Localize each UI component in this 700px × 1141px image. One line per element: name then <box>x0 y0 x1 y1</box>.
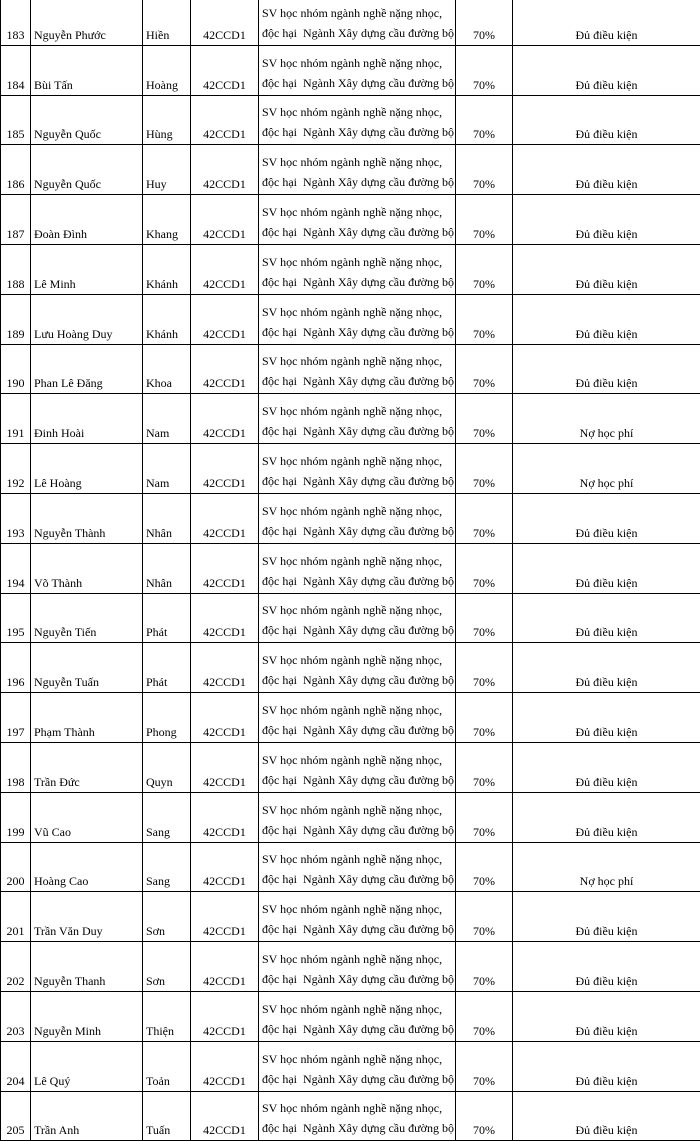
class-code-cell: 42CCD1 <box>191 991 259 1041</box>
description-line-2: độc hại Ngành Xây dựng cầu đường bộ <box>262 670 452 690</box>
description-cell <box>259 892 456 942</box>
percentage-cell: 70% <box>456 493 513 543</box>
status-cell: Đủ điều kiện <box>513 892 700 942</box>
description-cell <box>259 195 456 245</box>
last-middle-name-cell: Nguyễn Minh <box>31 991 143 1041</box>
class-code-cell: 42CCD1 <box>191 942 259 992</box>
class-code-cell: 42CCD1 <box>191 792 259 842</box>
row-number-cell: 205 <box>1 1091 31 1141</box>
percentage-cell: 70% <box>456 543 513 593</box>
description-cell <box>259 145 456 195</box>
description-line-1: SV học nhóm ngành nghề nặng nhọc, <box>262 401 452 421</box>
percentage-cell: 70% <box>456 95 513 145</box>
class-code-cell: 42CCD1 <box>191 394 259 444</box>
status-cell: Đủ điều kiện <box>513 942 700 992</box>
last-middle-name-cell: Phan Lê Đăng <box>31 344 143 394</box>
description-cell <box>259 244 456 294</box>
table-row <box>1 892 700 942</box>
first-name-cell: Khoa <box>143 344 191 394</box>
description-cell <box>259 1091 456 1141</box>
percentage-cell: 70% <box>456 1041 513 1091</box>
table-row <box>1 1041 700 1091</box>
description-line-1: SV học nhóm ngành nghề nặng nhọc, <box>262 351 452 371</box>
description-line-1: SV học nhóm ngành nghề nặng nhọc, <box>262 999 452 1019</box>
description-line-1: SV học nhóm ngành nghề nặng nhọc, <box>262 302 452 322</box>
class-code-cell: 42CCD1 <box>191 1041 259 1091</box>
row-number-cell: 189 <box>1 294 31 344</box>
row-number-cell: 201 <box>1 892 31 942</box>
description-cell <box>259 344 456 394</box>
first-name-cell: Thiện <box>143 991 191 1041</box>
description-line-1: SV học nhóm ngành nghề nặng nhọc, <box>262 3 452 23</box>
description-cell <box>259 792 456 842</box>
status-cell: Đủ điều kiện <box>513 45 700 95</box>
description-cell <box>259 45 456 95</box>
class-code-cell: 42CCD1 <box>191 693 259 743</box>
description-line-2: độc hại Ngành Xây dựng cầu đường bộ <box>262 919 452 939</box>
class-code-cell: 42CCD1 <box>191 842 259 892</box>
row-number-cell: 204 <box>1 1041 31 1091</box>
last-middle-name-cell: Nguyễn Thanh <box>31 942 143 992</box>
description-line-2: độc hại Ngành Xây dựng cầu đường bộ <box>262 23 452 43</box>
description-line-1: SV học nhóm ngành nghề nặng nhọc, <box>262 750 452 770</box>
first-name-cell: Huy <box>143 145 191 195</box>
first-name-cell: Sơn <box>143 942 191 992</box>
description-line-2: độc hại Ngành Xây dựng cầu đường bộ <box>262 322 452 342</box>
description-line-2: độc hại Ngành Xây dựng cầu đường bộ <box>262 73 452 93</box>
percentage-cell: 70% <box>456 892 513 942</box>
class-code-cell: 42CCD1 <box>191 95 259 145</box>
class-code-cell: 42CCD1 <box>191 294 259 344</box>
table-body <box>1 0 700 1141</box>
status-cell: Đủ điều kiện <box>513 1091 700 1141</box>
description-cell <box>259 444 456 494</box>
percentage-cell: 70% <box>456 444 513 494</box>
class-code-cell: 42CCD1 <box>191 543 259 593</box>
description-line-2: độc hại Ngành Xây dựng cầu đường bộ <box>262 172 452 192</box>
last-middle-name-cell: Lê Quý <box>31 1041 143 1091</box>
table-row <box>1 145 700 195</box>
row-number-cell: 197 <box>1 693 31 743</box>
row-number-cell: 192 <box>1 444 31 494</box>
last-middle-name-cell: Vũ Cao <box>31 792 143 842</box>
status-cell: Đủ điều kiện <box>513 0 700 45</box>
description-cell <box>259 95 456 145</box>
table-row <box>1 1091 700 1141</box>
first-name-cell: Phong <box>143 693 191 743</box>
description-cell <box>259 842 456 892</box>
description-line-1: SV học nhóm ngành nghề nặng nhọc, <box>262 800 452 820</box>
row-number-cell: 199 <box>1 792 31 842</box>
class-code-cell: 42CCD1 <box>191 593 259 643</box>
description-cell <box>259 693 456 743</box>
table-row <box>1 543 700 593</box>
first-name-cell: Phát <box>143 593 191 643</box>
class-code-cell: 42CCD1 <box>191 742 259 792</box>
description-line-2: độc hại Ngành Xây dựng cầu đường bộ <box>262 1019 452 1039</box>
description-line-1: SV học nhóm ngành nghề nặng nhọc, <box>262 600 452 620</box>
row-number-cell: 196 <box>1 643 31 693</box>
table-row <box>1 394 700 444</box>
row-number-cell: 194 <box>1 543 31 593</box>
description-line-1: SV học nhóm ngành nghề nặng nhọc, <box>262 1098 452 1118</box>
status-cell: Nợ học phí <box>513 394 700 444</box>
table-row <box>1 693 700 743</box>
first-name-cell: Hùng <box>143 95 191 145</box>
description-line-2: độc hại Ngành Xây dựng cầu đường bộ <box>262 471 452 491</box>
percentage-cell: 70% <box>456 0 513 45</box>
status-cell: Đủ điều kiện <box>513 493 700 543</box>
description-line-1: SV học nhóm ngành nghề nặng nhọc, <box>262 152 452 172</box>
description-line-1: SV học nhóm ngành nghề nặng nhọc, <box>262 899 452 919</box>
first-name-cell: Nhân <box>143 543 191 593</box>
description-line-1: SV học nhóm ngành nghề nặng nhọc, <box>262 1049 452 1069</box>
percentage-cell: 70% <box>456 1091 513 1141</box>
last-middle-name-cell: Lê Minh <box>31 244 143 294</box>
status-cell: Đủ điều kiện <box>513 145 700 195</box>
last-middle-name-cell: Bùi Tấn <box>31 45 143 95</box>
description-line-1: SV học nhóm ngành nghề nặng nhọc, <box>262 551 452 571</box>
description-cell <box>259 991 456 1041</box>
class-code-cell: 42CCD1 <box>191 0 259 45</box>
table-row <box>1 991 700 1041</box>
description-line-1: SV học nhóm ngành nghề nặng nhọc, <box>262 949 452 969</box>
percentage-cell: 70% <box>456 842 513 892</box>
last-middle-name-cell: Võ Thành <box>31 543 143 593</box>
first-name-cell: Sang <box>143 842 191 892</box>
status-cell: Đủ điều kiện <box>513 693 700 743</box>
description-line-1: SV học nhóm ngành nghề nặng nhọc, <box>262 849 452 869</box>
description-line-2: độc hại Ngành Xây dựng cầu đường bộ <box>262 421 452 441</box>
description-line-2: độc hại Ngành Xây dựng cầu đường bộ <box>262 969 452 989</box>
percentage-cell: 70% <box>456 45 513 95</box>
table-row <box>1 643 700 693</box>
status-cell: Đủ điều kiện <box>513 742 700 792</box>
class-code-cell: 42CCD1 <box>191 892 259 942</box>
last-middle-name-cell: Trần Anh <box>31 1091 143 1141</box>
row-number-cell: 193 <box>1 493 31 543</box>
last-middle-name-cell: Hoàng Cao <box>31 842 143 892</box>
table-row <box>1 45 700 95</box>
row-number-cell: 188 <box>1 244 31 294</box>
percentage-cell: 70% <box>456 344 513 394</box>
status-cell: Đủ điều kiện <box>513 1041 700 1091</box>
first-name-cell: Sang <box>143 792 191 842</box>
table-row <box>1 942 700 992</box>
description-line-2: độc hại Ngành Xây dựng cầu đường bộ <box>262 820 452 840</box>
table-row <box>1 344 700 394</box>
first-name-cell: Toản <box>143 1041 191 1091</box>
first-name-cell: Khánh <box>143 294 191 344</box>
percentage-cell: 70% <box>456 294 513 344</box>
description-line-2: độc hại Ngành Xây dựng cầu đường bộ <box>262 371 452 391</box>
first-name-cell: Phát <box>143 643 191 693</box>
description-cell <box>259 742 456 792</box>
last-middle-name-cell: Nguyễn Quốc <box>31 95 143 145</box>
row-number-cell: 202 <box>1 942 31 992</box>
row-number-cell: 185 <box>1 95 31 145</box>
status-cell: Đủ điều kiện <box>513 593 700 643</box>
description-line-2: độc hại Ngành Xây dựng cầu đường bộ <box>262 620 452 640</box>
row-number-cell: 198 <box>1 742 31 792</box>
last-middle-name-cell: Trần Đức <box>31 742 143 792</box>
description-line-1: SV học nhóm ngành nghề nặng nhọc, <box>262 202 452 222</box>
description-line-2: độc hại Ngành Xây dựng cầu đường bộ <box>262 521 452 541</box>
class-code-cell: 42CCD1 <box>191 45 259 95</box>
status-cell: Nợ học phí <box>513 444 700 494</box>
last-middle-name-cell: Nguyễn Thành <box>31 493 143 543</box>
table-row <box>1 493 700 543</box>
class-code-cell: 42CCD1 <box>191 145 259 195</box>
description-line-2: độc hại Ngành Xây dựng cầu đường bộ <box>262 272 452 292</box>
description-cell <box>259 294 456 344</box>
description-cell <box>259 394 456 444</box>
class-code-cell: 42CCD1 <box>191 344 259 394</box>
percentage-cell: 70% <box>456 593 513 643</box>
first-name-cell: Hiền <box>143 0 191 45</box>
description-line-1: SV học nhóm ngành nghề nặng nhọc, <box>262 102 452 122</box>
description-line-1: SV học nhóm ngành nghề nặng nhọc, <box>262 451 452 471</box>
first-name-cell: Khang <box>143 195 191 245</box>
first-name-cell: Nam <box>143 444 191 494</box>
last-middle-name-cell: Đoàn Đình <box>31 195 143 245</box>
description-line-2: độc hại Ngành Xây dựng cầu đường bộ <box>262 571 452 591</box>
description-line-1: SV học nhóm ngành nghề nặng nhọc, <box>262 252 452 272</box>
status-cell: Đủ điều kiện <box>513 643 700 693</box>
description-cell <box>259 942 456 992</box>
row-number-cell: 186 <box>1 145 31 195</box>
status-cell: Đủ điều kiện <box>513 344 700 394</box>
first-name-cell: Nam <box>143 394 191 444</box>
description-line-2: độc hại Ngành Xây dựng cầu đường bộ <box>262 1118 452 1138</box>
table-row <box>1 95 700 145</box>
last-middle-name-cell: Nguyễn Quốc <box>31 145 143 195</box>
class-code-cell: 42CCD1 <box>191 643 259 693</box>
last-middle-name-cell: Phạm Thành <box>31 693 143 743</box>
last-middle-name-cell: Nguyễn Tuấn <box>31 643 143 693</box>
first-name-cell: Khánh <box>143 244 191 294</box>
last-middle-name-cell: Đinh Hoài <box>31 394 143 444</box>
description-line-1: SV học nhóm ngành nghề nặng nhọc, <box>262 501 452 521</box>
percentage-cell: 70% <box>456 195 513 245</box>
last-middle-name-cell: Lưu Hoàng Duy <box>31 294 143 344</box>
table-row <box>1 444 700 494</box>
status-cell: Đủ điều kiện <box>513 244 700 294</box>
first-name-cell: Quyn <box>143 742 191 792</box>
description-cell <box>259 543 456 593</box>
description-line-2: độc hại Ngành Xây dựng cầu đường bộ <box>262 869 452 889</box>
description-line-2: độc hại Ngành Xây dựng cầu đường bộ <box>262 1069 452 1089</box>
percentage-cell: 70% <box>456 244 513 294</box>
percentage-cell: 70% <box>456 942 513 992</box>
description-cell <box>259 1041 456 1091</box>
percentage-cell: 70% <box>456 145 513 195</box>
description-cell <box>259 593 456 643</box>
description-line-2: độc hại Ngành Xây dựng cầu đường bộ <box>262 720 452 740</box>
row-number-cell: 191 <box>1 394 31 444</box>
description-line-1: SV học nhóm ngành nghề nặng nhọc, <box>262 700 452 720</box>
percentage-cell: 70% <box>456 643 513 693</box>
first-name-cell: Sơn <box>143 892 191 942</box>
row-number-cell: 195 <box>1 593 31 643</box>
status-cell: Đủ điều kiện <box>513 991 700 1041</box>
description-line-2: độc hại Ngành Xây dựng cầu đường bộ <box>262 222 452 242</box>
last-middle-name-cell: Lê Hoàng <box>31 444 143 494</box>
status-cell: Đủ điều kiện <box>513 294 700 344</box>
percentage-cell: 70% <box>456 742 513 792</box>
percentage-cell: 70% <box>456 693 513 743</box>
description-cell <box>259 643 456 693</box>
table-row <box>1 294 700 344</box>
status-cell: Đủ điều kiện <box>513 195 700 245</box>
class-code-cell: 42CCD1 <box>191 244 259 294</box>
row-number-cell: 187 <box>1 195 31 245</box>
class-code-cell: 42CCD1 <box>191 493 259 543</box>
table-row <box>1 0 700 45</box>
row-number-cell: 203 <box>1 991 31 1041</box>
row-number-cell: 190 <box>1 344 31 394</box>
description-line-1: SV học nhóm ngành nghề nặng nhọc, <box>262 53 452 73</box>
table-row <box>1 593 700 643</box>
table-row <box>1 742 700 792</box>
last-middle-name-cell: Nguyễn Phước <box>31 0 143 45</box>
table-row <box>1 792 700 842</box>
last-middle-name-cell: Nguyễn Tiến <box>31 593 143 643</box>
description-line-2: độc hại Ngành Xây dựng cầu đường bộ <box>262 122 452 142</box>
last-middle-name-cell: Trần Văn Duy <box>31 892 143 942</box>
row-number-cell: 200 <box>1 842 31 892</box>
table-row <box>1 244 700 294</box>
class-code-cell: 42CCD1 <box>191 444 259 494</box>
percentage-cell: 70% <box>456 394 513 444</box>
first-name-cell: Tuấn <box>143 1091 191 1141</box>
row-number-cell: 183 <box>1 0 31 45</box>
percentage-cell: 70% <box>456 792 513 842</box>
first-name-cell: Hoàng <box>143 45 191 95</box>
table-row <box>1 195 700 245</box>
description-line-2: độc hại Ngành Xây dựng cầu đường bộ <box>262 770 452 790</box>
status-cell: Nợ học phí <box>513 842 700 892</box>
description-cell <box>259 0 456 45</box>
status-cell: Đủ điều kiện <box>513 95 700 145</box>
description-cell <box>259 493 456 543</box>
class-code-cell: 42CCD1 <box>191 195 259 245</box>
status-cell: Đủ điều kiện <box>513 543 700 593</box>
percentage-cell: 70% <box>456 991 513 1041</box>
row-number-cell: 184 <box>1 45 31 95</box>
first-name-cell: Nhân <box>143 493 191 543</box>
description-line-1: SV học nhóm ngành nghề nặng nhọc, <box>262 650 452 670</box>
table-row <box>1 842 700 892</box>
class-code-cell: 42CCD1 <box>191 1091 259 1141</box>
status-cell: Đủ điều kiện <box>513 792 700 842</box>
